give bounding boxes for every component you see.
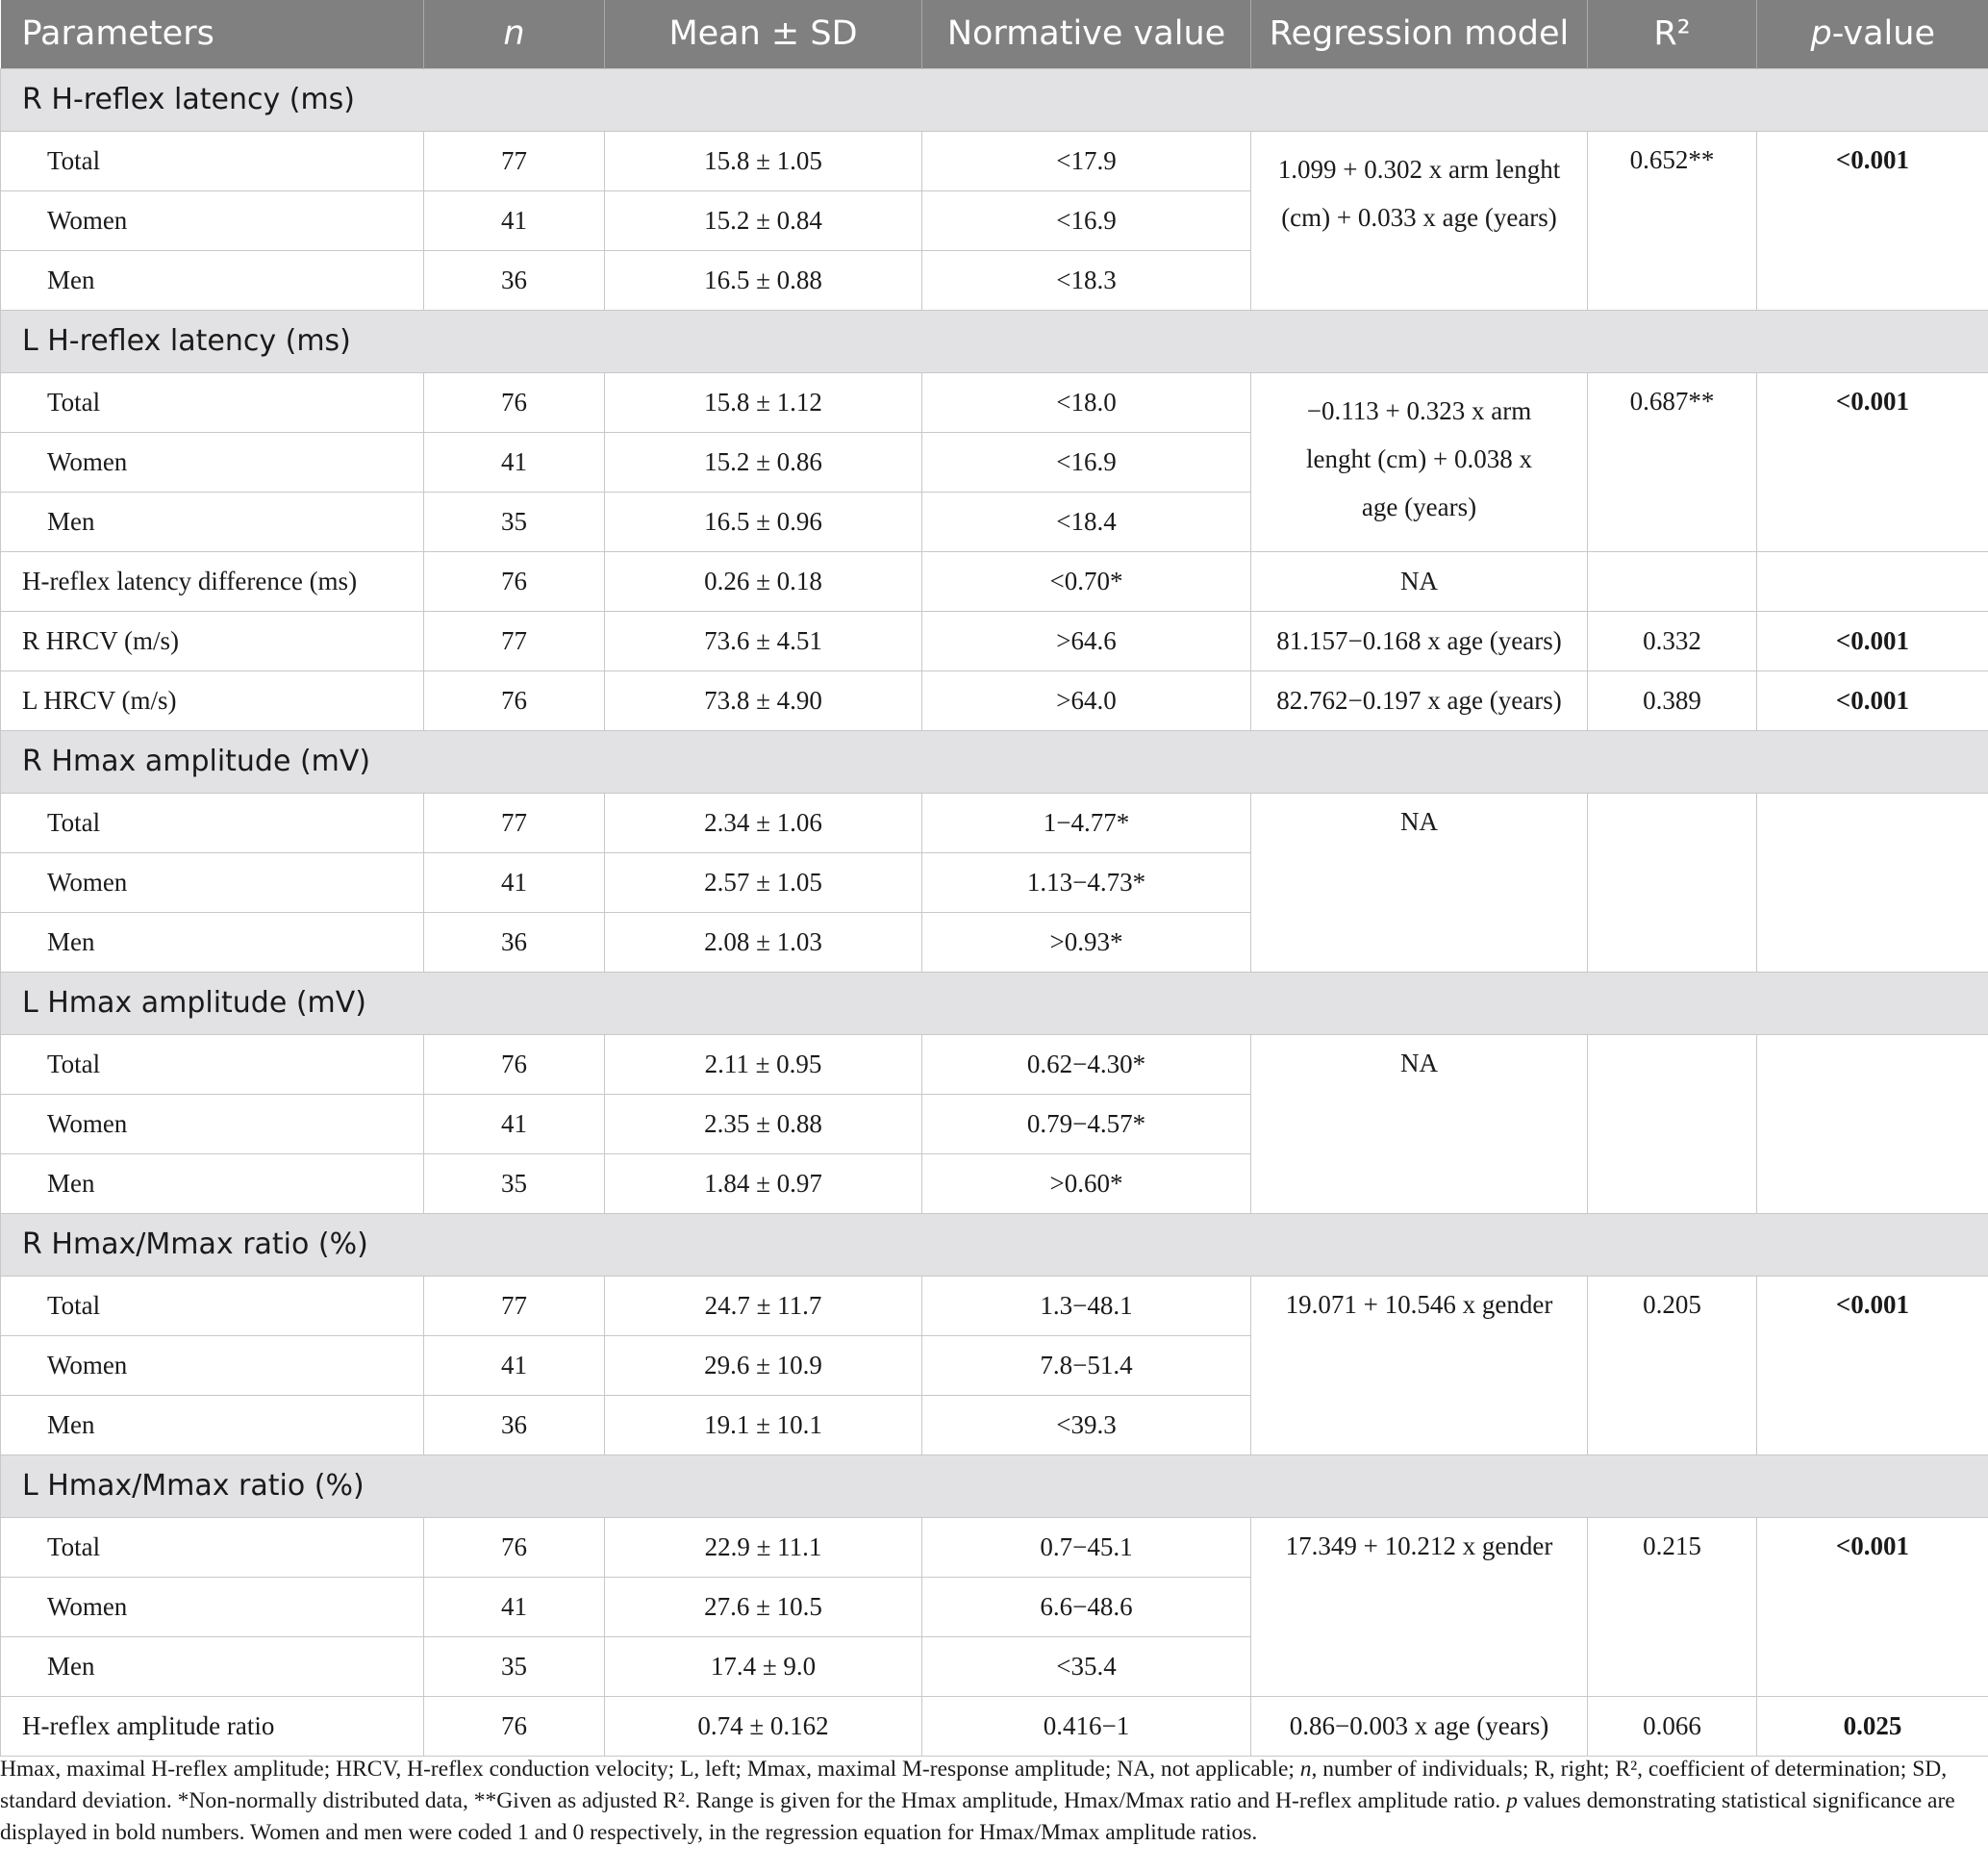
table-row: [1, 1034, 1988, 1094]
row-n: 36: [424, 250, 605, 310]
row-n: 76: [424, 551, 605, 611]
header-parameters: Parameters: [1, 0, 424, 68]
row-normative: <18.0: [922, 372, 1251, 432]
row-label: Women: [1, 1577, 424, 1636]
row-n: 77: [424, 131, 605, 190]
row-label: Men: [1, 1636, 424, 1696]
row-mean: 2.08 ± 1.03: [605, 912, 922, 972]
row-label: Total: [1, 1276, 424, 1335]
row-label: Women: [1, 852, 424, 912]
row-n: 77: [424, 793, 605, 852]
row-n: 35: [424, 1636, 605, 1696]
regression-model: 17.349 + 10.212 x gender: [1251, 1517, 1588, 1696]
row-mean: 19.1 ± 10.1: [605, 1395, 922, 1455]
footnote-part1: Hmax, maximal H-reflex amplitude; HRCV, H-reflex conduction velocity; L, left; Mmax, maximal M-response amplitude; NA, not applicable;: [0, 1757, 1300, 1782]
section-title: L H-reflex latency (ms): [1, 310, 1988, 372]
row-mean: 16.5 ± 0.96: [605, 492, 922, 551]
section-row: [1, 310, 1988, 372]
section-title: L Hmax/Mmax ratio (%): [1, 1455, 1988, 1517]
r-squared: 0.332: [1588, 611, 1757, 670]
regression-model: NA: [1251, 793, 1588, 972]
row-n: 41: [424, 1577, 605, 1636]
header-n: n: [424, 0, 605, 68]
row-normative: >64.0: [922, 670, 1251, 730]
row-mean: 73.8 ± 4.90: [605, 670, 922, 730]
r-squared: 0.687**: [1588, 372, 1757, 551]
row-label: Women: [1, 432, 424, 492]
section-row: [1, 68, 1988, 131]
row-mean: 1.84 ± 0.97: [605, 1153, 922, 1213]
row-label: Total: [1, 372, 424, 432]
r-squared: 0.215: [1588, 1517, 1757, 1696]
row-normative: <17.9: [922, 131, 1251, 190]
row-n: 76: [424, 372, 605, 432]
row-mean: 15.2 ± 0.84: [605, 190, 922, 250]
header-p-value: [1757, 0, 1988, 68]
row-mean: 17.4 ± 9.0: [605, 1636, 922, 1696]
row-label: L HRCV (m/s): [1, 670, 424, 730]
row-normative: 7.8−51.4: [922, 1335, 1251, 1395]
row-label: Total: [1, 1034, 424, 1094]
regression-model: NA: [1251, 1034, 1588, 1213]
r-squared: 0.652**: [1588, 131, 1757, 310]
row-label: Women: [1, 190, 424, 250]
section-title: L Hmax amplitude (mV): [1, 972, 1988, 1034]
row-normative: <0.70*: [922, 551, 1251, 611]
row-mean: 16.5 ± 0.88: [605, 250, 922, 310]
p-value: <0.001: [1757, 611, 1988, 670]
footnote-part2: , number of individuals; R, right; R², coefficient of determination; SD, standard deviation. *Non-normally distributed data, **Given as adjusted R². Range is given for the Hmax amplitude, Hmax/Mmax ratio and H-reflex amplitude ratio.: [0, 1757, 1948, 1813]
r-squared: [1588, 793, 1757, 972]
row-normative: >64.6: [922, 611, 1251, 670]
p-value: 0.025: [1757, 1696, 1988, 1756]
row-mean: 2.35 ± 0.88: [605, 1094, 922, 1153]
row-normative: <18.4: [922, 492, 1251, 551]
row-mean: 27.6 ± 10.5: [605, 1577, 922, 1636]
row-mean: 2.11 ± 0.95: [605, 1034, 922, 1094]
regression-model: 81.157−0.168 x age (years): [1251, 611, 1588, 670]
row-normative: 0.79−4.57*: [922, 1094, 1251, 1153]
r-squared: [1588, 551, 1757, 611]
header-row: [1, 0, 1988, 68]
footnote-part3: values demonstrating statistical significance are displayed in bold numbers. Women and men were coded 1 and 0 respectively, in the regression equation for Hmax/Mmax amplitude ratios.: [0, 1788, 1955, 1845]
header-r-squared: R²: [1588, 0, 1757, 68]
p-value: <0.001: [1757, 1276, 1988, 1455]
table-row: [1, 611, 1988, 670]
row-n: 36: [424, 1395, 605, 1455]
row-mean: 29.6 ± 10.9: [605, 1335, 922, 1395]
row-normative: >0.93*: [922, 912, 1251, 972]
row-normative: 6.6−48.6: [922, 1577, 1251, 1636]
row-n: 41: [424, 190, 605, 250]
footnote-n: n: [1299, 1757, 1312, 1782]
row-label: Women: [1, 1094, 424, 1153]
row-mean: 15.8 ± 1.12: [605, 372, 922, 432]
regression-model: NA: [1251, 551, 1588, 611]
row-label: H-reflex amplitude ratio: [1, 1696, 424, 1756]
section-title: R Hmax/Mmax ratio (%): [1, 1213, 1988, 1276]
table-row: [1, 793, 1988, 852]
table-row: [1, 1276, 1988, 1335]
p-value: [1757, 793, 1988, 972]
p-value: <0.001: [1757, 131, 1988, 310]
row-n: 76: [424, 670, 605, 730]
r-squared: 0.066: [1588, 1696, 1757, 1756]
row-normative: <16.9: [922, 432, 1251, 492]
section-row: [1, 730, 1988, 793]
row-n: 77: [424, 611, 605, 670]
section-row: [1, 972, 1988, 1034]
row-mean: 15.2 ± 0.86: [605, 432, 922, 492]
row-label: Men: [1, 492, 424, 551]
row-label: Total: [1, 1517, 424, 1577]
regression-model: 0.86−0.003 x age (years): [1251, 1696, 1588, 1756]
row-n: 76: [424, 1034, 605, 1094]
row-normative: 1−4.77*: [922, 793, 1251, 852]
regression-model: 19.071 + 10.546 x gender: [1251, 1276, 1588, 1455]
table-row: [1, 1517, 1988, 1577]
row-mean: 22.9 ± 11.1: [605, 1517, 922, 1577]
table-row: [1, 131, 1988, 190]
row-label: Total: [1, 131, 424, 190]
row-n: 77: [424, 1276, 605, 1335]
row-mean: 2.34 ± 1.06: [605, 793, 922, 852]
row-mean: 15.8 ± 1.05: [605, 131, 922, 190]
r-squared: 0.205: [1588, 1276, 1757, 1455]
header-regression-model: Regression model: [1251, 0, 1588, 68]
table-row: [1, 670, 1988, 730]
row-n: 76: [424, 1696, 605, 1756]
section-row: [1, 1455, 1988, 1517]
row-mean: 24.7 ± 11.7: [605, 1276, 922, 1335]
row-label: R HRCV (m/s): [1, 611, 424, 670]
row-normative: <18.3: [922, 250, 1251, 310]
header-normative-value: Normative value: [922, 0, 1251, 68]
row-n: 35: [424, 492, 605, 551]
table-row: [1, 551, 1988, 611]
regression-model: −0.113 + 0.323 x arm lenght (cm) + 0.038 x age (years): [1251, 372, 1588, 551]
section-title: R Hmax amplitude (mV): [1, 730, 1988, 793]
r-squared: 0.389: [1588, 670, 1757, 730]
row-normative: <39.3: [922, 1395, 1251, 1455]
row-n: 41: [424, 1094, 605, 1153]
row-n: 36: [424, 912, 605, 972]
regression-model: 82.762−0.197 x age (years): [1251, 670, 1588, 730]
p-value: [1757, 551, 1988, 611]
footnote-p: p: [1506, 1788, 1518, 1813]
section-title: R H-reflex latency (ms): [1, 68, 1988, 131]
row-normative: 1.13−4.73*: [922, 852, 1251, 912]
row-normative: <16.9: [922, 190, 1251, 250]
p-value: <0.001: [1757, 372, 1988, 551]
row-n: 41: [424, 432, 605, 492]
section-row: [1, 1213, 1988, 1276]
header-mean-sd: Mean ± SD: [605, 0, 922, 68]
row-mean: 0.74 ± 0.162: [605, 1696, 922, 1756]
row-normative: 0.62−4.30*: [922, 1034, 1251, 1094]
row-normative: 0.7−45.1: [922, 1517, 1251, 1577]
row-mean: 73.6 ± 4.51: [605, 611, 922, 670]
table-footnote: [0, 1754, 1981, 1849]
r-squared: [1588, 1034, 1757, 1213]
p-value: <0.001: [1757, 670, 1988, 730]
p-value: <0.001: [1757, 1517, 1988, 1696]
row-label: Total: [1, 793, 424, 852]
row-label: Men: [1, 912, 424, 972]
row-label: Men: [1, 1395, 424, 1455]
row-normative: <35.4: [922, 1636, 1251, 1696]
row-n: 35: [424, 1153, 605, 1213]
p-value: [1757, 1034, 1988, 1213]
row-normative: >0.60*: [922, 1153, 1251, 1213]
table-row: [1, 372, 1988, 432]
header-p-italic: p: [1810, 14, 1832, 54]
row-mean: 2.57 ± 1.05: [605, 852, 922, 912]
row-label: H-reflex latency difference (ms): [1, 551, 424, 611]
row-label: Men: [1, 250, 424, 310]
regression-model: 1.099 + 0.302 x arm lenght (cm) + 0.033 x age (years): [1251, 131, 1588, 310]
row-normative: 0.416−1: [922, 1696, 1251, 1756]
row-normative: 1.3−48.1: [922, 1276, 1251, 1335]
row-n: 41: [424, 1335, 605, 1395]
row-label: Women: [1, 1335, 424, 1395]
row-label: Men: [1, 1153, 424, 1213]
row-mean: 0.26 ± 0.18: [605, 551, 922, 611]
header-p-rest: -value: [1831, 14, 1935, 54]
row-n: 76: [424, 1517, 605, 1577]
table-row: [1, 1696, 1988, 1756]
row-n: 41: [424, 852, 605, 912]
